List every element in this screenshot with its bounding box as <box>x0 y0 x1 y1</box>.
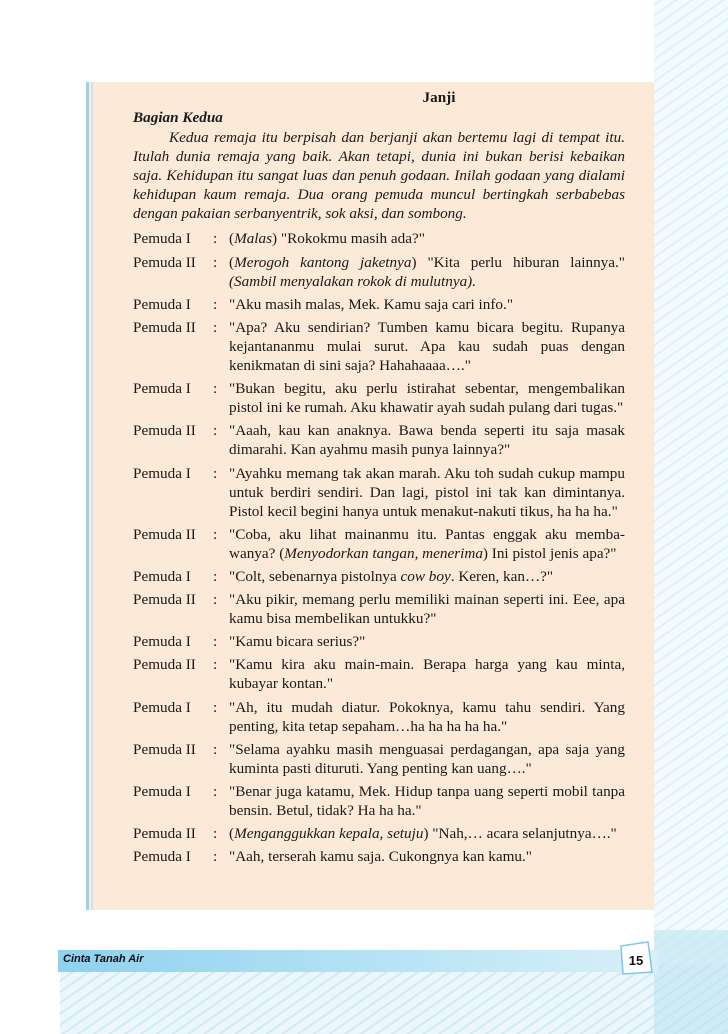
spoken-text: "Apa? Aku sendirian? Tumben kamu bicara begitu. Rupanya kejantananmu mulai surut. Apa kau sudah puas dengan kenikmatan di sini saja? Hahahaaaa…." <box>229 318 625 375</box>
stage-direction: Menganggukkan kepala, setuju <box>234 825 424 843</box>
spoken-text: "Kamu bicara serius?" <box>229 633 366 651</box>
speaker-colon: : <box>213 591 218 609</box>
footer-band <box>58 950 658 972</box>
speaker-name: Pemuda II <box>133 525 196 543</box>
spoken-text: "Ayahku memang tak akan marah. Aku toh sudah cukup mampu untuk berdiri sendiri. Dan lagi, pistol ini tak kan dimintanya. Pistol kecil begini hanya untuk menakut-nakuti tikus, ha ha ha." <box>229 464 625 520</box>
speaker-name: Pemuda II <box>133 318 196 336</box>
speaker-colon: : <box>213 825 218 843</box>
spoken-text: "Benar juga katamu, Mek. Hidup tanpa uang seperti mobil tanpa bensin. Betul, tidak? Ha ha ha." <box>229 782 625 819</box>
spoken-text: "Ah, itu mudah diatur. Pokoknya, kamu tahu sendiri. Yang penting, kita tetap sepaham…ha ha ha ha ha." <box>229 698 625 735</box>
speaker-name: Pemuda I <box>133 782 191 800</box>
speaker-name: Pemuda II <box>133 253 196 271</box>
dialogue-row <box>133 590 625 628</box>
italic-word: cow boy <box>400 567 451 585</box>
speaker-colon: : <box>213 295 218 313</box>
dialogue-line <box>229 782 625 820</box>
speaker-name: Pemuda I <box>133 380 191 398</box>
dialogue-line <box>229 655 625 693</box>
dialogue-line <box>229 590 625 628</box>
spoken-text: "Kamu kira aku main-main. Berapa harga yang kau minta, kubayar kontan." <box>229 656 625 693</box>
spoken-text: "Aaah, kau kan anaknya. Bawa benda seperti itu saja masak dimarahi. Kan ayahmu masih punya lainnya?" <box>229 422 625 459</box>
speaker-colon: : <box>213 782 218 800</box>
left-margin-stripe <box>86 82 89 910</box>
dialogue-row <box>133 655 625 693</box>
speaker-colon: : <box>213 525 218 543</box>
speaker-colon: : <box>213 230 218 248</box>
dialogue-line <box>229 740 625 778</box>
stage-direction: Menyodorkan tangan, menerima <box>284 544 483 562</box>
speaker-name: Pemuda II <box>133 740 196 758</box>
dialogue-line <box>229 567 625 586</box>
speaker-colon: : <box>213 848 218 866</box>
dialogue-row <box>133 464 625 521</box>
dialogue-line: (Malas) "Rokokmu masih ada?" <box>229 230 425 248</box>
speaker-colon: : <box>213 656 218 674</box>
dialogue-list <box>133 229 625 866</box>
spoken-text: . Keren, kan…?" <box>450 567 554 585</box>
dialogue-line: (Merogoh kantong jaketnya) "Kita perlu hiburan lainnya." (Sambil menyalakan rokok di mulutnya). <box>229 253 625 290</box>
speaker-name: Pemuda II <box>133 422 196 440</box>
dialogue-line <box>229 847 625 866</box>
speaker-colon: : <box>213 422 218 440</box>
play-text <box>133 88 625 866</box>
spoken-text: "Colt, sebenarnya pistolnya <box>229 567 401 585</box>
dialogue-line <box>229 295 625 314</box>
speaker-colon: : <box>213 464 218 482</box>
spoken-text: "Coba, aku lihat mainanmu itu. Pantas enggak aku memba-wanya? <box>229 525 625 562</box>
speaker-name: Pemuda I <box>133 295 191 313</box>
dialogue-row <box>133 229 625 248</box>
speaker-name: Pemuda II <box>133 591 196 609</box>
dialogue-row <box>133 782 625 820</box>
spoken-text: "Kita perlu hiburan lainnya." <box>416 253 625 271</box>
dialogue-line <box>229 464 625 521</box>
dialogue-row <box>133 525 625 563</box>
dialogue-row <box>133 318 625 375</box>
speaker-colon: : <box>213 253 218 271</box>
speaker-colon: : <box>213 380 218 398</box>
dialogue-line <box>229 421 625 459</box>
speaker-name: Pemuda I <box>133 848 191 866</box>
speaker-name: Pemuda I <box>133 230 191 248</box>
dialogue-row <box>133 295 625 314</box>
dialogue-row <box>133 567 625 586</box>
left-margin-stripe <box>91 82 93 910</box>
speaker-name: Pemuda II <box>133 825 196 843</box>
dialogue-line <box>229 379 625 417</box>
intro-paragraph: Kedua remaja itu berpisah dan berjanji akan bertemu lagi di tempat itu. Itulah dunia remaja yang baik. Akan tetapi, dunia ini bukan berisi kebaikan saja. Kehidupan itu sangat luas dan penuh godaan. Inilah godaan yang dialami kehidupan kaum remaja. Dua orang pemuda muncul bertingkah serbabebas dengan pakaian serbanyentrik, sok aksi, dan sombong. <box>133 129 625 223</box>
dialogue-line: (Menganggukkan kepala, setuju) "Nah,… acara selanjutnya…." <box>229 825 617 843</box>
dialogue-row <box>133 824 625 843</box>
spoken-text: "Aah, terserah kamu saja. Cukongnya kan kamu." <box>229 848 532 866</box>
speaker-colon: : <box>213 633 218 651</box>
speaker-name: Pemuda I <box>133 567 191 585</box>
speaker-name: Pemuda I <box>133 633 191 651</box>
dialogue-line <box>229 318 625 375</box>
speaker-colon: : <box>213 567 218 585</box>
page-number: 15 <box>628 953 644 968</box>
page-title: Janji <box>422 89 456 106</box>
dialogue-row <box>133 847 625 866</box>
speaker-name: Pemuda I <box>133 464 191 482</box>
speaker-colon: : <box>213 740 218 758</box>
dialogue-row <box>133 632 625 651</box>
dialogue-row <box>133 253 625 291</box>
stage-direction: (Sambil menyalakan rokok di mulutnya). <box>229 272 477 290</box>
spoken-text: "Bukan begitu, aku perlu istirahat sebentar, mengembalikan pistol ini ke rumah. Aku khawatir ayah sudah pulang dari tugas." <box>229 380 625 417</box>
spoken-text: "Nah,… acara selanjutnya…." <box>428 825 617 843</box>
dialogue-line: "Coba, aku lihat mainanmu itu. Pantas enggak aku memba-wanya? (Menyodorkan tangan, menerima) Ini pistol jenis apa?" <box>229 525 625 562</box>
footer-book-title: Cinta Tanah Air <box>63 953 144 965</box>
stage-direction: Merogoh kantong jaketnya <box>234 253 412 271</box>
spoken-text: "Rokokmu masih ada?" <box>277 230 425 248</box>
dialogue-row <box>133 421 625 459</box>
dialogue-line <box>229 698 625 736</box>
stage-direction: Malas <box>234 230 273 248</box>
spoken-text: "Selama ayahku masih menguasai perdagangan, apa saja yang kuminta pasti dituruti. Yang penting kan uang…." <box>229 740 625 777</box>
section-heading: Bagian Kedua <box>133 109 223 126</box>
speaker-colon: : <box>213 318 218 336</box>
spoken-text: "Aku masih malas, Mek. Kamu saja cari info." <box>229 295 514 313</box>
dialogue-line <box>229 632 625 651</box>
dialogue-row <box>133 698 625 736</box>
dialogue-row <box>133 740 625 778</box>
speaker-colon: : <box>213 698 218 716</box>
speaker-name: Pemuda II <box>133 656 196 674</box>
speaker-name: Pemuda I <box>133 698 191 716</box>
dialogue-row <box>133 379 625 417</box>
spoken-text: "Aku pikir, memang perlu memiliki mainan seperti ini. Eee, apa kamu bisa membelikan untukku?" <box>229 591 625 628</box>
spoken-text: Ini pistol jenis apa?" <box>487 544 617 562</box>
